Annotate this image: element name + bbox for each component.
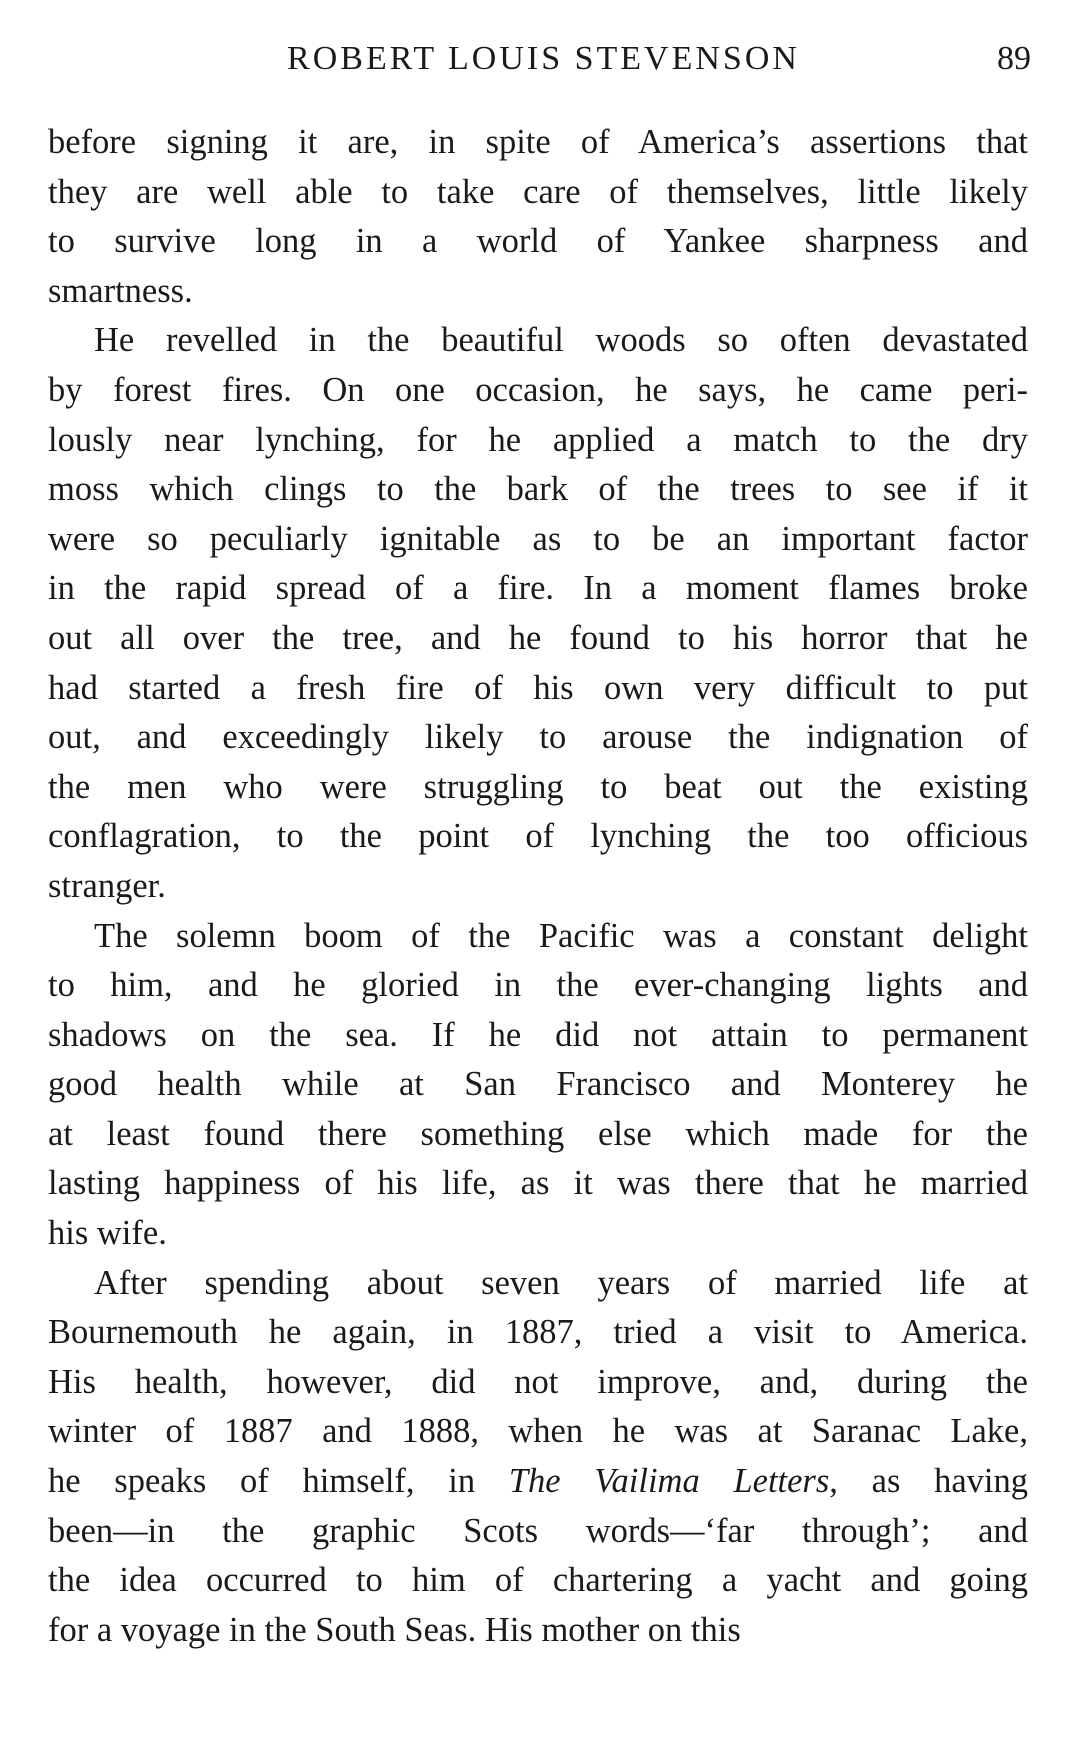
text-line	[48, 1060, 1028, 1110]
text-segment: His health, however, did not improve, and, during the	[48, 1362, 1028, 1401]
text-segment: good health while at San Francisco and Monterey he	[48, 1065, 1028, 1104]
text-segment: out, and exceedingly likely to arouse the indignation of	[48, 718, 1028, 757]
text-line	[48, 118, 1028, 168]
text-line	[48, 1507, 1028, 1557]
text-segment: out all over the tree, and he found to his horror that he	[48, 618, 1028, 657]
text-line	[48, 1308, 1028, 1358]
running-header	[46, 34, 1031, 84]
text-line	[48, 1457, 1028, 1507]
page-number: 89	[997, 40, 1031, 77]
text-segment: to him, and he gloried in the ever-changing lights and	[48, 966, 1028, 1005]
text-line	[48, 1259, 1028, 1309]
text-line	[48, 316, 1028, 366]
text-segment: for a voyage in the South Seas. His mother on this	[48, 1610, 741, 1649]
text-line	[48, 416, 1028, 466]
text-segment: winter of 1887 and 1888, when he was at Saranac Lake,	[48, 1412, 1028, 1451]
text-segment: had started a fresh fire of his own very difficult to put	[48, 668, 1028, 707]
running-title: ROBERT LOUIS STEVENSON	[287, 40, 800, 77]
text-line	[48, 217, 1028, 267]
text-segment: by forest fires. On one occasion, he says, he came peri-	[48, 370, 1028, 409]
text-segment: in the rapid spread of a fire. In a moment flames broke	[48, 569, 1028, 608]
text-segment: conflagration, to the point of lynching the too officious	[48, 817, 1028, 856]
text-segment: to survive long in a world of Yankee sharpness and	[48, 222, 1028, 261]
text-segment: the men who were struggling to beat out the existing	[48, 767, 1028, 806]
text-line	[48, 564, 1028, 614]
text-line	[48, 168, 1028, 218]
text-segment: After spending about seven years of married life at	[94, 1263, 1028, 1302]
text-segment: they are well able to take care of themselves, little likely	[48, 172, 1028, 211]
text-segment: at least found there something else which made for the	[48, 1114, 1028, 1153]
book-title-text: The Vailima Letters	[508, 1462, 830, 1501]
text-segment: were so peculiarly ignitable as to be an important factor	[48, 519, 1028, 558]
text-line	[48, 862, 1028, 912]
text-line	[48, 961, 1028, 1011]
text-segment: stranger.	[48, 866, 166, 905]
text-segment: lously near lynching, for he applied a match to the dry	[48, 420, 1028, 459]
text-line	[48, 812, 1028, 862]
text-segment: been—in the graphic Scots words—‘far through’; and	[48, 1511, 1028, 1550]
text-line	[48, 1159, 1028, 1209]
text-line	[48, 912, 1028, 962]
text-segment: shadows on the sea. If he did not attain to permanent	[48, 1015, 1028, 1054]
text-line	[48, 763, 1028, 813]
text-line	[48, 1556, 1028, 1606]
text-line	[48, 713, 1028, 763]
body-text	[48, 118, 1028, 1655]
text-segment: The solemn boom of the Pacific was a constant delight	[94, 916, 1028, 955]
text-line	[48, 1407, 1028, 1457]
text-line	[48, 1011, 1028, 1061]
text-line	[48, 1606, 1028, 1656]
text-line	[48, 664, 1028, 714]
text-line	[48, 465, 1028, 515]
text-segment: the idea occurred to him of chartering a yacht and going	[48, 1561, 1028, 1600]
text-line	[48, 366, 1028, 416]
text-line	[48, 1358, 1028, 1408]
text-line	[48, 515, 1028, 565]
text-segment: moss which clings to the bark of the trees to see if it	[48, 470, 1028, 509]
text-segment: smartness.	[48, 271, 193, 310]
text-segment: he speaks of himself, in	[48, 1462, 509, 1501]
text-line	[48, 614, 1028, 664]
text-line	[48, 1110, 1028, 1160]
text-segment: his wife.	[48, 1214, 167, 1253]
text-segment: , as having	[829, 1462, 1028, 1501]
text-segment: He revelled in the beautiful woods so often devastated	[94, 321, 1028, 360]
text-segment: Bournemouth he again, in 1887, tried a visit to America.	[48, 1313, 1028, 1352]
text-segment: lasting happiness of his life, as it was there that he married	[48, 1164, 1028, 1203]
text-line	[48, 1209, 1028, 1259]
text-segment: before signing it are, in spite of America’s assertions that	[48, 123, 1028, 161]
text-line	[48, 267, 1028, 317]
